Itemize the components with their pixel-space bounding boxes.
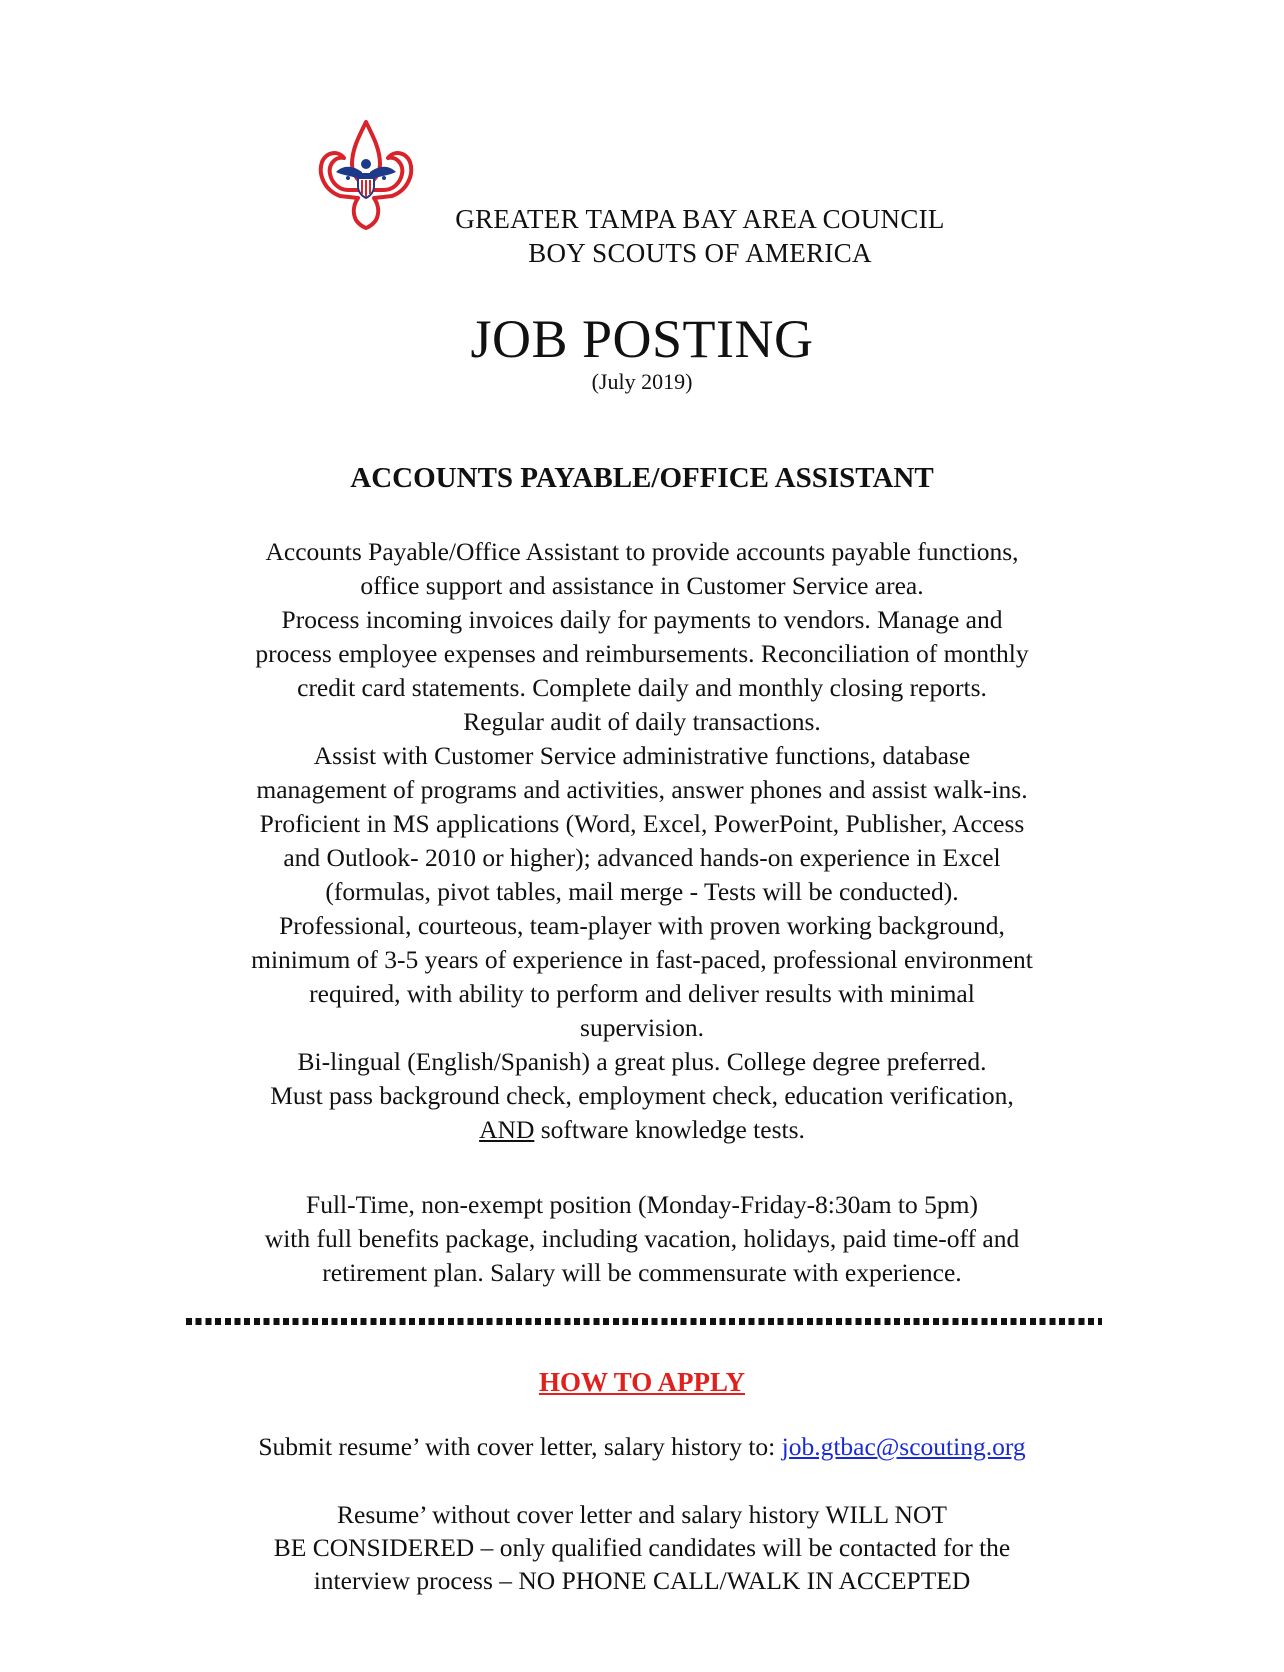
description-line: (formulas, pivot tables, mail merge - Tests will be conducted). (325, 877, 959, 906)
submit-instructions (0, 1430, 1284, 1464)
description-line: management of programs and activities, answer phones and assist walk-ins. (256, 775, 1028, 804)
description-line: Proficient in MS applications (Word, Excel, PowerPoint, Publisher, Access (259, 809, 1025, 838)
org-name-line-1: GREATER TAMPA BAY AREA COUNCIL (455, 204, 945, 234)
description-line: Bi-lingual (English/Spanish) a great plus. College degree preferred. (297, 1047, 987, 1076)
description-line: credit card statements. Complete daily and monthly closing reports. (297, 673, 987, 702)
terms-line: Full-Time, non-exempt position (Monday-Friday-8:30am to 5pm) (306, 1190, 978, 1219)
org-name-line-2: BOY SCOUTS OF AMERICA (528, 238, 872, 268)
description-line: office support and assistance in Customer Service area. (360, 571, 924, 600)
description-line: Assist with Customer Service administrative functions, database (313, 741, 971, 770)
how-to-apply-heading: HOW TO APPLY (538, 1367, 746, 1397)
and-emphasis: AND (479, 1115, 535, 1144)
description-line: required, with ability to perform and deliver results with minimal (309, 979, 975, 1008)
description-line: Professional, courteous, team-player with proven working background, (279, 911, 1005, 940)
email-link[interactable]: job.gtbac@scouting.org (781, 1432, 1026, 1461)
dotted-divider (186, 1318, 1102, 1325)
warning-line: BE CONSIDERED – only qualified candidates will be contacted for the (273, 1533, 1011, 1562)
warning-line: interview process – NO PHONE CALL/WALK IN ACCEPTED (313, 1566, 971, 1595)
description-last-line (150, 1113, 1134, 1147)
description-line: Regular audit of daily transactions. (463, 707, 821, 736)
description-line: Process incoming invoices daily for payments to vendors. Manage and (281, 605, 1003, 634)
last-line-rest: software knowledge tests. (534, 1115, 805, 1144)
warning-line: Resume’ without cover letter and salary history WILL NOT (337, 1500, 947, 1529)
page-title: JOB POSTING (470, 309, 814, 369)
description-line: minimum of 3-5 years of experience in fast-paced, professional environment (251, 945, 1033, 974)
job-description (150, 535, 1134, 1147)
terms-line: with full benefits package, including vacation, holidays, paid time-off and (264, 1224, 1020, 1253)
description-line: Accounts Payable/Office Assistant to provide accounts payable functions, (265, 537, 1019, 566)
posting-date: (July 2019) (591, 369, 693, 394)
employment-terms (150, 1188, 1134, 1290)
description-line: and Outlook- 2010 or higher); advanced hands-on experience in Excel (283, 843, 1001, 872)
position-title: ACCOUNTS PAYABLE/OFFICE ASSISTANT (350, 462, 934, 494)
application-warning (150, 1498, 1134, 1597)
description-line: process employee expenses and reimbursements. Reconciliation of monthly (255, 639, 1029, 668)
description-line: supervision. (580, 1013, 704, 1042)
terms-line: retirement plan. Salary will be commensurate with experience. (322, 1258, 962, 1287)
submit-text: Submit resume’ with cover letter, salary history to: (258, 1432, 782, 1461)
description-line: Must pass background check, employment check, education verification, (270, 1081, 1014, 1110)
